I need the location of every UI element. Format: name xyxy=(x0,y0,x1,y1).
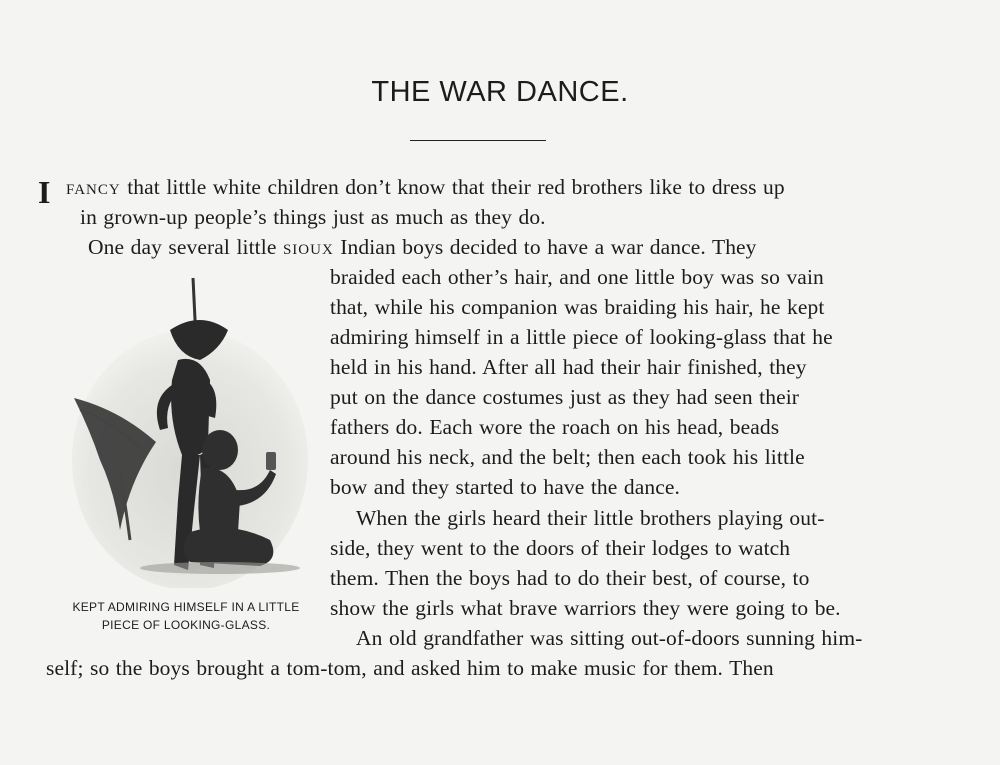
chapter-title: THE WAR DANCE. xyxy=(371,76,629,108)
text-line-16: An old grandfather was sitting out-of-doors sunning him- xyxy=(356,626,863,650)
figure-caption xyxy=(48,598,324,634)
text-line-8: put on the dance costumes just as they had seen their xyxy=(330,385,800,409)
text-line-2: in grown-up people’s things just as much as they do. xyxy=(80,205,546,229)
line-text: One day several little xyxy=(88,235,283,259)
line-text: that little white children don’t know that their red brothers like to dress up xyxy=(120,175,785,199)
illustration-boys-braiding-hair xyxy=(60,270,310,588)
text-line-7: held in his hand. After all had their hair finished, they xyxy=(330,355,807,379)
text-line-11: bow and they started to have the dance. xyxy=(330,475,680,499)
text-line-10: around his neck, and the belt; then each took his little xyxy=(330,445,805,469)
small-caps-word: SIOUX xyxy=(282,242,334,258)
text-line-9: fathers do. Each wore the roach on his head, beads xyxy=(330,415,780,439)
text-line-1 xyxy=(66,172,946,205)
caption-line-1: KEPT ADMIRING HIMSELF IN A LITTLE xyxy=(72,600,300,614)
text-line-5: that, while his companion was braiding his hair, he kept xyxy=(330,295,825,319)
text-line-14: them. Then the boys had to do their best, of course, to xyxy=(330,566,810,590)
text-line-3 xyxy=(88,232,946,265)
text-line-17: self; so the boys brought a tom-tom, and asked him to make music for them. Then xyxy=(46,656,774,680)
line-text: Indian boys decided to have a war dance. They xyxy=(333,235,757,259)
text-line-13: side, they went to the doors of their lodges to watch xyxy=(330,536,791,560)
text-line-12: When the girls heard their little brothers playing out- xyxy=(356,506,825,530)
caption-line-2: PIECE OF LOOKING-GLASS. xyxy=(101,618,271,632)
title-divider xyxy=(410,140,546,141)
small-caps-word: FANCY xyxy=(66,182,121,198)
text-line-6: admiring himself in a little piece of looking-glass that he xyxy=(330,325,833,349)
drop-cap: I xyxy=(38,174,51,210)
text-line-4: braided each other’s hair, and one little boy was so vain xyxy=(330,265,824,289)
text-line-15: show the girls what brave warriors they were going to be. xyxy=(330,596,841,620)
